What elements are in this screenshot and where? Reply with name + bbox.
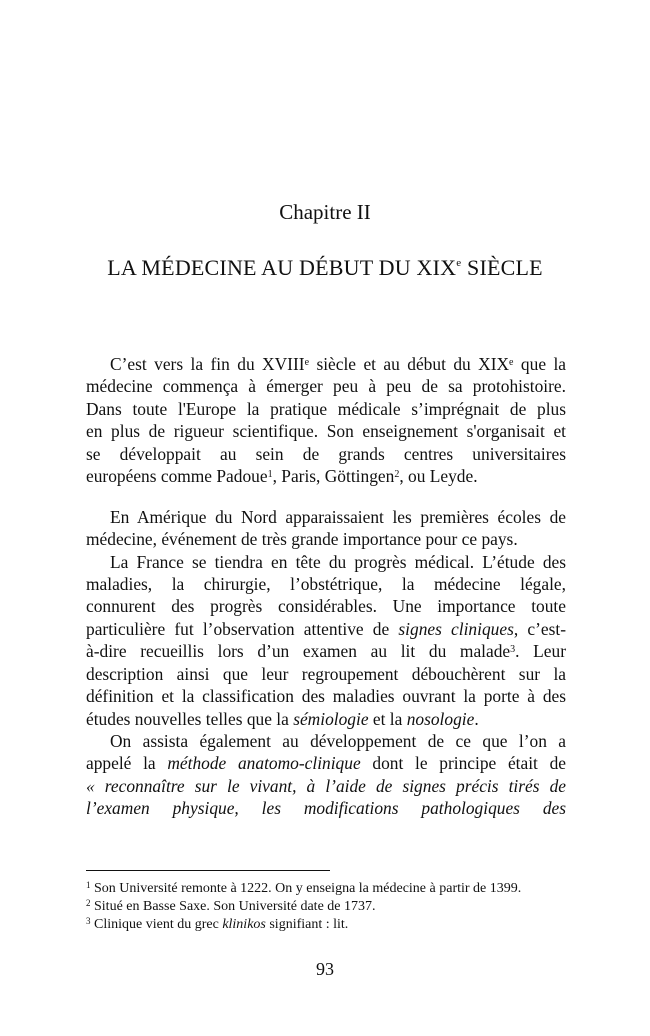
text-line: [86, 752, 566, 774]
text-run: particulière fut l’observation attentive de: [86, 618, 399, 639]
text-line: [86, 775, 566, 797]
chapter-heading: [0, 255, 650, 281]
text-run: définition et la classification des maladies ouvrant la porte à des: [86, 686, 566, 707]
footnote-reference: 3: [510, 643, 516, 655]
text-line: [86, 685, 566, 707]
footnote-reference: e: [304, 356, 310, 368]
italic-text: signes cliniques: [398, 618, 514, 639]
text-line: [86, 640, 566, 662]
text-run: On assista également au développement de ce que l’on a: [110, 731, 566, 751]
text-run: connurent des progrès considérables. Une importance toute: [86, 596, 566, 617]
text-run: Dans toute l'Europe la pratique médicale s’imprégnait de plus: [86, 398, 566, 419]
text-line: [86, 595, 566, 617]
text-line: [86, 797, 566, 819]
paragraph: [86, 506, 566, 551]
italic-text: méthode anatomo-clinique: [167, 753, 361, 774]
text-line: [86, 420, 566, 442]
paragraph: [86, 730, 566, 820]
text-line: [86, 353, 566, 375]
text-run: , c’est-: [513, 618, 566, 639]
footnote: [86, 916, 586, 934]
text-run: appelé la: [86, 753, 168, 774]
text-line: [86, 573, 566, 595]
text-run: dont le principe était de: [360, 753, 567, 774]
paragraph: [86, 353, 566, 488]
text-run: que la: [513, 354, 567, 374]
chapter-title: Chapitre II: [279, 200, 371, 224]
text-run: description ainsi que leur regroupement débouchèrent sur la: [86, 663, 566, 684]
italic-text: klinikos: [222, 917, 266, 932]
footnote: [86, 880, 586, 898]
text-line: [86, 443, 566, 465]
footnote-number: 2: [86, 897, 91, 908]
text-run: européens comme Padoue: [86, 466, 268, 487]
text-run: En Amérique du Nord apparaissaient les premières écoles de: [110, 506, 566, 527]
text-run: Clinique vient du grec: [94, 917, 223, 932]
text-run: .: [474, 708, 479, 729]
text-run: en plus de rigueur scientifique. Son enseignement s'organisait et: [86, 421, 566, 442]
footnote-number: 3: [86, 915, 91, 926]
italic-text: « reconnaître sur le vivant, à l’aide de signes précis tirés de: [86, 775, 566, 796]
text-run: médecine commença à émerger peu à peu de sa protohistoire.: [86, 376, 566, 397]
text-run: La France se tiendra en tête du progrès médical. L’étude des: [110, 551, 566, 572]
footnote-reference: 1: [267, 468, 273, 480]
italic-text: sémiologie: [293, 708, 369, 729]
text-run: médecine, événement de très grande importance pour ce pays.: [86, 529, 518, 550]
body-text: [86, 353, 566, 820]
text-run: C’est vers la fin du XVIII: [110, 354, 305, 374]
text-run: études nouvelles telles que la: [86, 708, 294, 729]
text-line: [86, 730, 566, 752]
paragraph-gap: [86, 488, 566, 506]
text-line: [86, 398, 566, 420]
text-run: signifiant : lit.: [265, 917, 349, 932]
text-run: maladies, la chirurgie, l’obstétrique, la médecine légale,: [86, 573, 566, 594]
text-line: [86, 506, 566, 528]
text-line: [86, 663, 566, 685]
text-line: [86, 708, 566, 730]
text-run: Situé en Basse Saxe. Son Université date de 1737.: [94, 899, 376, 914]
heading-superscript: e: [456, 257, 462, 270]
text-run: se développait au sein de grands centres universitaires: [86, 443, 566, 464]
footnote-number: 1: [86, 879, 91, 890]
heading-text: LA MÉDECINE AU DÉBUT DU XIX: [107, 255, 457, 280]
text-line: [86, 465, 566, 487]
text-line: [86, 528, 566, 550]
italic-text: l’examen physique, les modifications pathologiques des: [86, 798, 566, 819]
footnote-reference: e: [509, 356, 514, 368]
text-run: à-dire recueillis lors d’un examen au lit du malade: [86, 641, 511, 662]
text-run: et la: [368, 708, 407, 729]
paragraph: [86, 551, 566, 731]
footnote-separator: [86, 870, 330, 871]
heading-text-end: SIÈCLE: [461, 255, 543, 280]
footnotes: [86, 880, 586, 934]
text-line: [86, 551, 566, 573]
footnote-reference: 2: [394, 468, 400, 480]
text-run: Son Université remonte à 1222. On y enseigna la médecine à partir de 1399.: [94, 881, 522, 896]
page-number: 93: [316, 959, 334, 979]
text-run: , ou Leyde.: [399, 466, 478, 487]
text-line: [86, 375, 566, 397]
text-run: . Leur: [515, 641, 566, 662]
text-line: [86, 618, 566, 640]
footnote: [86, 898, 586, 916]
italic-text: nosologie: [406, 708, 475, 729]
text-run: siècle et au début du XIX: [309, 354, 510, 374]
text-run: , Paris, Göttingen: [272, 466, 395, 487]
